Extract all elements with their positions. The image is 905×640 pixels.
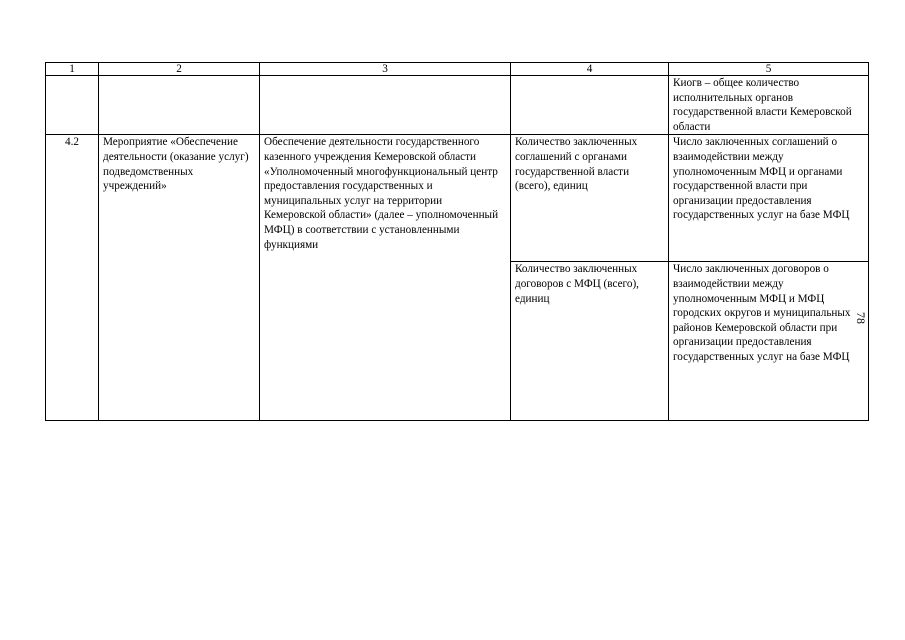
description-cell bbox=[260, 135, 511, 421]
row-number-cell bbox=[46, 135, 99, 421]
activity-text: Мероприятие «Обеспечение деятельности (оказание услуг) подведомственных учреждений» bbox=[103, 136, 249, 193]
cell-empty bbox=[511, 76, 669, 135]
table-row-4-2 bbox=[46, 135, 869, 262]
header-col-4: 4 bbox=[511, 63, 669, 76]
indicator-name-2: Количество заключенных договоров с МФЦ (всего), единиц bbox=[515, 263, 639, 305]
indicator-cell-1 bbox=[511, 135, 669, 262]
cell-empty bbox=[99, 76, 260, 135]
indicator-method-1: Число заключенных соглашений о взаимодействии между уполномоченным МФЦ и органами государственной власти при организации предоставления государственных услуг на базе МФЦ bbox=[673, 136, 850, 222]
indicator-cell-2 bbox=[511, 262, 669, 421]
page-number: 78 bbox=[854, 312, 868, 324]
table-row-continuation bbox=[46, 76, 869, 135]
table-header-row bbox=[46, 63, 869, 76]
indicator-method-2: Число заключенных договоров о взаимодействии между уполномоченным МФЦ и МФЦ городских округов и муниципальных районов Кемеровской области при организации предоставления государственных услуг на базе МФЦ bbox=[673, 263, 851, 363]
document-table bbox=[45, 62, 869, 421]
header-col-2: 2 bbox=[99, 63, 260, 76]
continuation-method-text: Киогв – общее количество исполнительных органов государственной власти Кемеровской области bbox=[673, 77, 852, 133]
header-col-3: 3 bbox=[260, 63, 511, 76]
continuation-method-cell bbox=[669, 76, 869, 135]
header-col-1: 1 bbox=[46, 63, 99, 76]
indicator-name-1: Количество заключенных соглашений с органами государственной власти (всего), единиц bbox=[515, 136, 638, 193]
method-cell-2 bbox=[669, 262, 869, 421]
cell-empty bbox=[46, 76, 99, 135]
method-cell-1 bbox=[669, 135, 869, 262]
cell-empty bbox=[260, 76, 511, 135]
description-text: Обеспечение деятельности государственного казенного учреждения Кемеровской области «Уполномоченный многофункциональный центр предоставления государственных и муниципальных услуг на территории Кемеровской области» (далее – уполномоченный МФЦ) в соответствии с установленными функциями bbox=[264, 136, 499, 251]
row-number: 4.2 bbox=[65, 136, 79, 149]
header-col-5: 5 bbox=[669, 63, 869, 76]
activity-cell bbox=[99, 135, 260, 421]
